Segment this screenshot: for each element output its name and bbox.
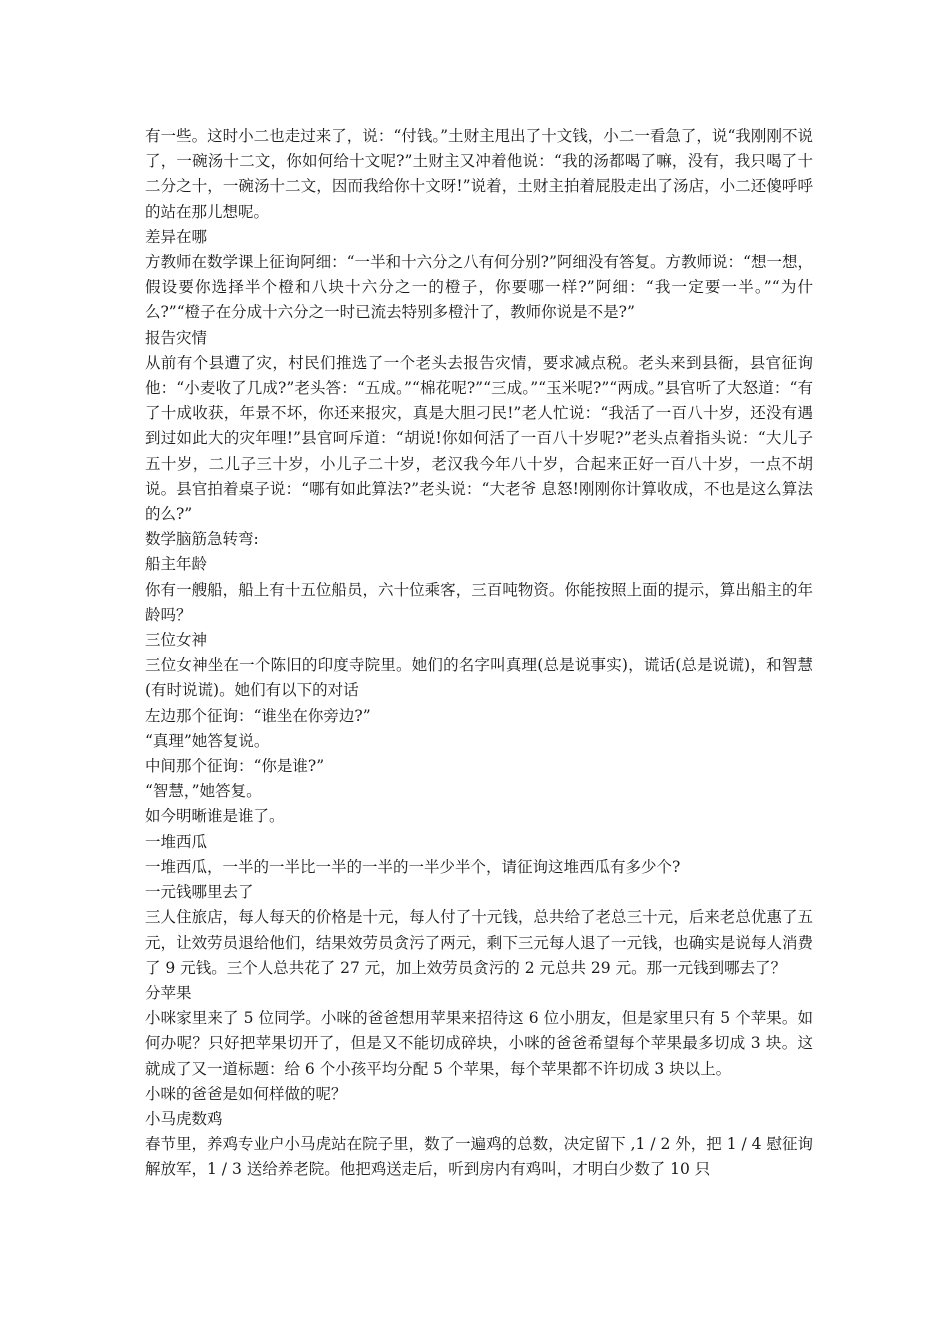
paragraph: 春节里，养鸡专业户小马虎站在院子里，数了一遍鸡的总数，决定留下 ,1 / 2 外，把 1 / 4 慰征询解放军，1 / 3 送给养老院。他把鸡送走后，听到房内有鸡叫，才明白少数了 10 只: [145, 1135, 813, 1179]
paragraph: 有一些。这时小二也走过来了，说：“付钱。”土财主甩出了十文钱，小二一看急了，说“我刚刚不说了，一碗汤十二文，你如何给十文呢?”土财主又冲着他说：“我的汤都喝了嘛，没有，我只喝了十二分之十，一碗汤十二文，因而我给你十文呀!”说着，土财主拍着屁股走出了汤店，小二还傻呼呼的站在那儿想呢。: [145, 127, 813, 221]
paragraph: 左边那个征询：“谁坐在你旁边?”: [145, 706, 371, 725]
paragraph: 方教师在数学课上征询阿细：“一半和十六分之八有何分别?”阿细没有答复。方教师说：“想一想，假设要你选择半个橙和八块十六分之一的橙子，你要哪一样?”阿细：“我一定要一半。”“为什么?”“橙子在分成十六分之一时已流去特别多橙汁了，教师你说是不是?”: [145, 253, 813, 322]
document-body: [145, 124, 813, 1183]
paragraph: “真理”她答复说。: [145, 731, 270, 750]
paragraph: 小咪的爸爸是如何样做的呢？: [145, 1084, 347, 1103]
paragraph: 三位女神坐在一个陈旧的印度寺院里。她们的名字叫真理(总是说事实)，谎话(总是说谎)，和智慧(有时说谎)。她们有以下的对话: [145, 656, 813, 700]
paragraph: 从前有个县遭了灾，村民们推选了一个老头去报告灾情，要求减点税。老头来到县衙，县官征询他：“小麦收了几成?”老头答：“五成。”“棉花呢?”“三成。”“玉米呢?”“两成。”县官听了大怒道：“有了十成收获，年景不坏，你还来报灾，真是大胆刁民!”老人忙说：“我活了一百八十岁，还没有遇到过如此大的灾年哩!”县官呵斥道：“胡说!你如何活了一百八十岁呢?”老头点着指头说：“大儿子五十岁，二儿子三十岁，小儿子二十岁，老汉我今年八十岁，合起来正好一百八十岁，一点不胡说。县官拍着桌子说：“哪有如此算法?”老头说：“大老爷 息怒!刚刚你计算收成，不也是这么算法的么?”: [145, 353, 813, 524]
paragraph: “智慧，”她答复。: [145, 782, 262, 801]
section-heading: 报告灾情: [145, 328, 208, 347]
section-heading: 三位女神: [145, 631, 208, 650]
section-heading: 数学脑筋急转弯:: [145, 530, 259, 549]
section-heading: 小马虎数鸡: [145, 1109, 223, 1128]
paragraph: 三人住旅店，每人每天的价格是十元，每人付了十元钱，总共给了老总三十元，后来老总优惠了五元，让效劳员退给他们，结果效劳员贪污了两元，剩下三元每人退了一元钱，也确实是说每人消费了 9 元钱。三个人总共花了 27 元，加上效劳员贪污的 2 元总共 29 元。那一元钱到哪去了？: [145, 908, 813, 977]
paragraph: 小咪家里来了 5 位同学。小咪的爸爸想用苹果来招待这 6 位小朋友，但是家里只有 5 个苹果。如何办呢？只好把苹果切开了，但是又不能切成碎块，小咪的爸爸希望每个苹果最多切成 3 块。这就成了又一道标题：给 6 个小孩平均分配 5 个苹果，每个苹果都不许切成 3 块以上。: [145, 1009, 813, 1078]
paragraph: 一堆西瓜，一半的一半比一半的一半的一半少半个，请征询这堆西瓜有多少个?: [145, 857, 681, 876]
section-heading: 一元钱哪里去了: [145, 883, 254, 902]
section-heading: 分苹果: [145, 983, 192, 1002]
paragraph: 中间那个征询：“你是谁?”: [145, 757, 325, 776]
section-heading: 船主年龄: [145, 555, 208, 574]
paragraph: 你有一艘船，船上有十五位船员，六十位乘客，三百吨物资。你能按照上面的提示，算出船主的年龄吗？: [145, 580, 813, 624]
section-heading: 一堆西瓜: [145, 832, 208, 851]
section-heading: 差异在哪: [145, 227, 208, 246]
paragraph: 如今明晰谁是谁了。: [145, 807, 285, 826]
